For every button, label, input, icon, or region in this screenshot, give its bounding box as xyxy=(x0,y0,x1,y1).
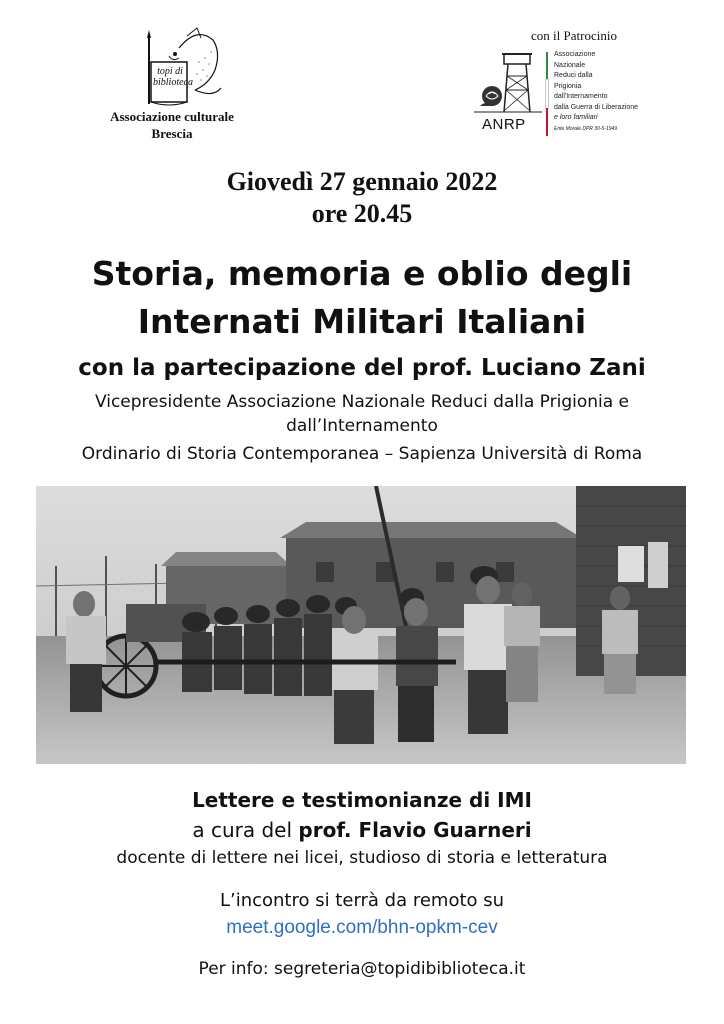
event-title-line1: Storia, memoria e oblio degli xyxy=(91,254,633,293)
contact-info: Per info: segreteria@topidibiblioteca.it xyxy=(198,959,526,979)
anrp-line: Associazione xyxy=(554,51,596,58)
org-name-line1: Associazione culturale xyxy=(110,109,234,124)
curator-name: prof. Flavio Guarneri xyxy=(298,818,532,842)
anrp-line: Prigionia xyxy=(554,82,582,90)
anrp-patronage xyxy=(474,28,654,136)
readings-curator xyxy=(0,816,724,844)
anrp-line: e loro familiari xyxy=(554,114,598,121)
remote-note: L’incontro si terrà da remoto su xyxy=(219,890,505,911)
speaker-intro: con la partecipazione del prof. Luciano Zani xyxy=(78,355,646,381)
curator-prefix: a cura del xyxy=(192,818,299,842)
anrp-legal-note: Ente Morale DPR 30-5-1949 xyxy=(554,125,618,132)
event-date: Giovedì 27 gennaio 2022 xyxy=(226,167,498,196)
flag-stripe-red xyxy=(546,108,548,136)
flag-stripe-white xyxy=(546,80,548,108)
anrp-line: dalla Guerra di Liberazione xyxy=(554,103,639,111)
flag-stripe-green xyxy=(546,52,548,80)
anrp-logo xyxy=(474,50,544,134)
historical-photo xyxy=(36,486,686,764)
anrp-line: dall'Internamento xyxy=(554,93,608,100)
org-name-line2: Brescia xyxy=(151,126,193,141)
watchtower-rose-icon xyxy=(474,50,544,116)
logo-wordmark: topi di biblioteca xyxy=(153,66,193,88)
event-title-line2: Internati Militari Italiani xyxy=(137,302,587,341)
anrp-line: Reduci dalla xyxy=(554,72,593,79)
italian-flag-stripe xyxy=(546,52,550,136)
speaker-role-line1: Vicepresidente Associazione Nazionale Reduci dalla Prigionia e xyxy=(94,392,630,412)
anrp-acronym: ANRP xyxy=(482,116,526,133)
event-time: ore 20.45 xyxy=(311,199,413,228)
patronage-label: con il Patrocinio xyxy=(531,28,617,43)
curator-description: docente di lettere nei licei, studioso di storia e letteratura xyxy=(116,848,608,868)
meet-link[interactable]: meet.google.com/bhn-opkm-cev xyxy=(226,917,498,938)
anrp-full-name xyxy=(554,50,638,136)
topi-di-biblioteca-logo xyxy=(92,18,252,142)
speaker-role-line2: dall’Internamento xyxy=(286,416,438,436)
mouse-book-icon xyxy=(117,18,227,108)
readings-title: Lettere e testimonianze di IMI xyxy=(192,788,532,812)
anrp-line: Nazionale xyxy=(554,61,586,69)
speaker-role-line3: Ordinario di Storia Contemporanea – Sapienza Università di Roma xyxy=(81,444,643,464)
